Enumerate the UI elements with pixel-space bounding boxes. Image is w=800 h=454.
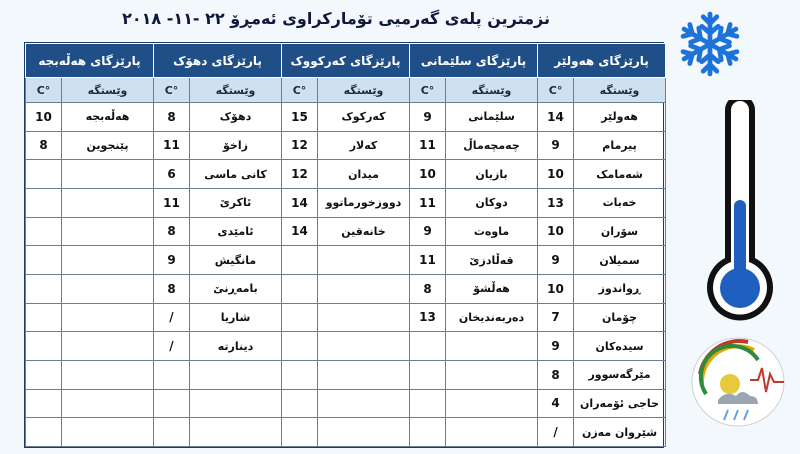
station-cell: مانگیش — [190, 246, 282, 275]
station-cell: سۆران — [574, 217, 666, 246]
station-cell: دهۆک — [190, 103, 282, 132]
temperature-cell — [410, 332, 446, 361]
logo — [688, 334, 796, 430]
temperature-cell: 10 — [538, 160, 574, 189]
temperature-cell — [26, 303, 62, 332]
temperature-cell: 8 — [154, 274, 190, 303]
temperature-cell: 10 — [538, 274, 574, 303]
unit-header: °C — [282, 78, 318, 103]
temperature-cell — [410, 389, 446, 418]
station-cell: کەلار — [318, 131, 410, 160]
temperature-table — [25, 43, 666, 447]
temperature-cell — [26, 360, 62, 389]
station-cell — [62, 360, 154, 389]
station-cell: ئامێدی — [190, 217, 282, 246]
temperature-cell — [282, 332, 318, 361]
temperature-cell: 12 — [282, 131, 318, 160]
station-cell: شاریا — [190, 303, 282, 332]
unit-header: °C — [154, 78, 190, 103]
temperature-cell: / — [538, 418, 574, 447]
temperature-cell: 13 — [538, 188, 574, 217]
table-row — [26, 389, 666, 418]
column-header-row — [26, 78, 666, 103]
station-cell: میدان — [318, 160, 410, 189]
station-cell: چەمچەماڵ — [446, 131, 538, 160]
snowflake-icon — [676, 10, 744, 78]
station-cell — [446, 389, 538, 418]
temperature-cell — [26, 389, 62, 418]
station-cell — [62, 418, 154, 447]
station-cell: سیدەکان — [574, 332, 666, 361]
temperature-cell — [282, 389, 318, 418]
province-header: پارێزگای کەرکووک — [282, 44, 410, 78]
station-cell: هەڵشۆ — [446, 274, 538, 303]
temperature-cell — [410, 418, 446, 447]
temperature-cell: 12 — [282, 160, 318, 189]
temperature-cell — [154, 418, 190, 447]
station-cell — [318, 360, 410, 389]
station-cell — [62, 332, 154, 361]
temperature-cell: 11 — [154, 131, 190, 160]
station-cell — [62, 246, 154, 275]
temperature-cell: 4 — [538, 389, 574, 418]
temperature-cell: 11 — [410, 246, 446, 275]
station-cell: مێرگەسوور — [574, 360, 666, 389]
station-header: وێستگە — [190, 78, 282, 103]
temperature-cell: 9 — [538, 332, 574, 361]
station-cell: کانی ماسی — [190, 160, 282, 189]
temperature-cell — [26, 217, 62, 246]
station-cell — [446, 418, 538, 447]
temperature-cell — [26, 418, 62, 447]
station-cell: چۆمان — [574, 303, 666, 332]
temperature-cell — [282, 274, 318, 303]
temperature-cell — [26, 332, 62, 361]
province-header: پارێزگای هەڵەبجە — [26, 44, 154, 78]
temperature-cell: 10 — [26, 103, 62, 132]
station-cell — [318, 274, 410, 303]
temperature-table-container — [24, 42, 664, 448]
temperature-cell — [282, 360, 318, 389]
province-header-row — [26, 44, 666, 78]
temperature-cell: 7 — [538, 303, 574, 332]
station-cell — [446, 360, 538, 389]
station-header: وێستگە — [62, 78, 154, 103]
table-row — [26, 274, 666, 303]
table-row — [26, 332, 666, 361]
temperature-cell: 14 — [282, 188, 318, 217]
station-cell: کەرکوک — [318, 103, 410, 132]
temperature-cell: / — [154, 303, 190, 332]
station-cell — [62, 274, 154, 303]
table-row — [26, 217, 666, 246]
table-row — [26, 188, 666, 217]
temperature-cell — [26, 188, 62, 217]
station-cell — [318, 332, 410, 361]
station-cell: قەڵادزێ — [446, 246, 538, 275]
temperature-cell: 8 — [538, 360, 574, 389]
unit-header: °C — [410, 78, 446, 103]
station-cell: دووزخورماتوو — [318, 188, 410, 217]
temperature-cell — [410, 360, 446, 389]
station-cell — [62, 160, 154, 189]
temperature-cell: 14 — [538, 103, 574, 132]
station-cell: دوکان — [446, 188, 538, 217]
station-cell: خەبات — [574, 188, 666, 217]
station-cell: دەربەندیخان — [446, 303, 538, 332]
temperature-cell: 9 — [538, 131, 574, 160]
table-row — [26, 246, 666, 275]
station-cell: شەمامک — [574, 160, 666, 189]
temperature-cell: 11 — [154, 188, 190, 217]
temperature-cell: 15 — [282, 103, 318, 132]
station-cell: ڕواندوز — [574, 274, 666, 303]
table-row — [26, 360, 666, 389]
station-cell: بامەڕنێ — [190, 274, 282, 303]
station-cell: هەولێر — [574, 103, 666, 132]
station-cell: ماوەت — [446, 217, 538, 246]
temperature-cell — [282, 418, 318, 447]
province-header: پارێزگای سلێمانی — [410, 44, 538, 78]
station-cell — [318, 303, 410, 332]
station-cell: سمیلان — [574, 246, 666, 275]
temperature-cell: 10 — [538, 217, 574, 246]
thermometer-icon — [700, 100, 780, 330]
station-cell — [318, 246, 410, 275]
temperature-cell: 8 — [154, 217, 190, 246]
temperature-cell — [26, 160, 62, 189]
station-cell: هەڵەبجە — [62, 103, 154, 132]
station-cell — [190, 418, 282, 447]
station-cell — [446, 332, 538, 361]
province-header: پارێزگای دهۆک — [154, 44, 282, 78]
province-header: پارێزگای هەولێر — [538, 44, 666, 78]
table-row — [26, 160, 666, 189]
temperature-cell: 8 — [154, 103, 190, 132]
station-cell: پیرمام — [574, 131, 666, 160]
temperature-cell: 8 — [26, 131, 62, 160]
station-cell — [62, 188, 154, 217]
station-cell — [318, 389, 410, 418]
temperature-cell — [282, 303, 318, 332]
station-header: وێستگە — [318, 78, 410, 103]
station-header: وێستگە — [574, 78, 666, 103]
unit-header: °C — [26, 78, 62, 103]
temperature-cell: 14 — [282, 217, 318, 246]
temperature-cell: 6 — [154, 160, 190, 189]
temperature-cell: 13 — [410, 303, 446, 332]
station-cell: دینارتە — [190, 332, 282, 361]
station-cell: خانەقین — [318, 217, 410, 246]
station-cell: حاجی ئۆمەران — [574, 389, 666, 418]
temperature-cell — [282, 246, 318, 275]
station-cell — [62, 303, 154, 332]
table-row — [26, 131, 666, 160]
station-cell: سلێمانی — [446, 103, 538, 132]
temperature-cell — [26, 274, 62, 303]
station-cell — [190, 389, 282, 418]
temperature-cell: 9 — [154, 246, 190, 275]
temperature-cell — [154, 389, 190, 418]
temperature-cell: 11 — [410, 188, 446, 217]
table-row — [26, 418, 666, 447]
temperature-cell — [26, 246, 62, 275]
station-header: وێستگە — [446, 78, 538, 103]
station-cell — [62, 217, 154, 246]
station-cell: پێنجوین — [62, 131, 154, 160]
temperature-cell — [154, 360, 190, 389]
temperature-cell: 9 — [410, 217, 446, 246]
table-row — [26, 303, 666, 332]
station-cell: ئاکرێ — [190, 188, 282, 217]
unit-header: °C — [538, 78, 574, 103]
temperature-cell: 9 — [538, 246, 574, 275]
page-title: نزمترین پلەی گەرمیی تۆمارکراوی ئەمڕۆ ٢٢ -١١- ٢٠١٨ — [122, 9, 550, 28]
station-cell — [318, 418, 410, 447]
temperature-cell: / — [154, 332, 190, 361]
temperature-cell: 8 — [410, 274, 446, 303]
station-cell: بازیان — [446, 160, 538, 189]
station-cell — [62, 389, 154, 418]
table-body — [26, 103, 666, 447]
station-cell — [190, 360, 282, 389]
temperature-cell: 9 — [410, 103, 446, 132]
temperature-cell: 11 — [410, 131, 446, 160]
station-cell: شێروان مەزن — [574, 418, 666, 447]
table-row — [26, 103, 666, 132]
temperature-cell: 10 — [410, 160, 446, 189]
station-cell: زاخۆ — [190, 131, 282, 160]
